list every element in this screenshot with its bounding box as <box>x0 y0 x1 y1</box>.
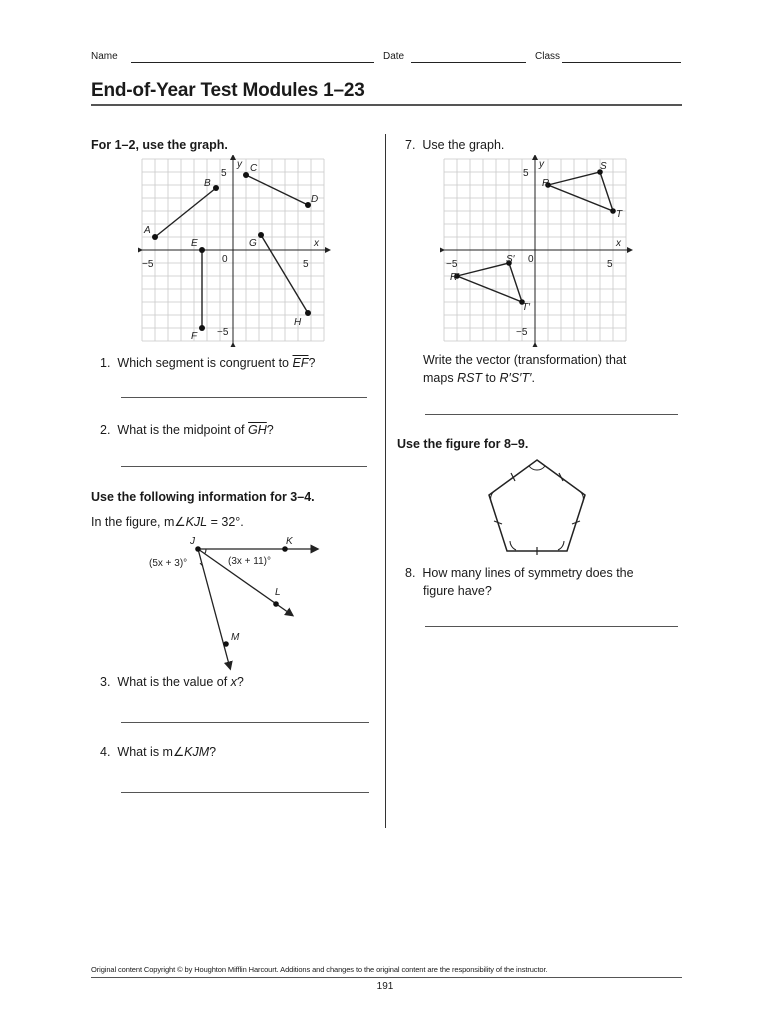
graph1-y-label: y <box>237 159 242 170</box>
name-label: Name <box>91 51 118 62</box>
segment-CD <box>246 175 308 205</box>
section-heading-3-4: Use the following information for 3–4. <box>91 490 315 504</box>
q7-rst: RST <box>457 371 483 385</box>
answer-line-q1[interactable] <box>121 397 367 398</box>
label-R-prime: R′ <box>450 272 460 283</box>
q3-var: x <box>230 675 237 689</box>
ray-JM <box>198 549 230 668</box>
point-B <box>213 185 219 191</box>
label-B: B <box>204 178 211 189</box>
point-A <box>152 234 158 240</box>
question-1 <box>100 356 315 370</box>
graph2-tick-x5: 5 <box>607 259 613 270</box>
title-divider <box>91 104 682 106</box>
point-T <box>610 208 616 214</box>
q7-text: Use the graph. <box>422 138 505 152</box>
q7-prompt-line2 <box>423 371 535 385</box>
header-fields <box>91 49 681 65</box>
question-4 <box>100 744 216 759</box>
q7-prompt-line1: Write the vector (transformation) that <box>423 353 627 367</box>
label-T-prime: T′ <box>522 302 530 313</box>
coordinate-graph-2 <box>440 155 636 347</box>
class-label: Class <box>535 51 561 62</box>
q3-number: 3. <box>100 675 111 689</box>
angle-arc-bottom-left <box>510 541 516 550</box>
question-3 <box>100 675 244 689</box>
question-8-line1 <box>405 566 634 580</box>
q7-to: to <box>485 371 496 385</box>
label-T: T <box>616 209 623 220</box>
graph2-tick-xm5: −5 <box>446 259 458 270</box>
angle-expression-2: (3x + 11)° <box>228 556 271 567</box>
label-R: R <box>542 178 550 189</box>
graph2-x-label: x <box>616 238 621 249</box>
info-value: = 32°. <box>207 515 244 529</box>
q1-number: 1. <box>100 356 111 370</box>
graph2-tick-y5: 5 <box>523 168 529 179</box>
label-C: C <box>250 163 258 174</box>
page-number: 191 <box>376 981 394 992</box>
label-K: K <box>286 536 293 547</box>
footer-divider <box>91 977 682 978</box>
angle-arc-left <box>491 490 496 504</box>
angle-icon: ∠ <box>174 515 186 529</box>
section-heading-1-2: For 1–2, use the graph. <box>91 138 228 152</box>
point-J <box>195 546 201 552</box>
graph2-y-label: y <box>539 159 544 170</box>
q2-segment: $\overline{GH}$ <box>248 423 267 437</box>
graph2-origin: 0 <box>528 254 534 265</box>
label-E: E <box>191 238 198 249</box>
angle-figure <box>140 533 325 673</box>
question-7 <box>405 138 504 152</box>
date-label: Date <box>383 51 405 62</box>
label-M: M <box>231 632 240 643</box>
column-divider <box>385 134 386 828</box>
q7-end: . <box>531 371 535 385</box>
triangle-RST-image <box>457 263 522 302</box>
label-G: G <box>249 238 257 249</box>
page-title: End-of-Year Test Modules 1–23 <box>91 80 365 101</box>
info-prefix: In the figure, m <box>91 515 175 529</box>
angle-arc-top <box>529 466 545 470</box>
regular-pentagon <box>489 460 585 551</box>
class-field[interactable] <box>562 62 681 63</box>
q8-text: How many lines of symmetry does the <box>422 566 634 580</box>
answer-line-q8[interactable] <box>425 626 678 627</box>
q2-number: 2. <box>100 423 111 437</box>
angle-arc-bottom-right <box>558 541 564 550</box>
label-S-prime: S′ <box>506 254 515 265</box>
graph1-origin: 0 <box>222 254 228 265</box>
point-G <box>258 232 264 238</box>
segment-GH <box>261 235 308 313</box>
answer-line-q7[interactable] <box>425 414 678 415</box>
graph1-tick-y5: 5 <box>221 168 227 179</box>
label-A: A <box>144 225 151 236</box>
q4-end: ? <box>209 745 217 759</box>
q1-text: Which segment is congruent to <box>117 356 290 370</box>
q1-end: ? <box>308 356 316 370</box>
graph1-tick-x5: 5 <box>303 259 309 270</box>
q7-rst-prime: R′S′T′ <box>499 371 532 385</box>
q3-end: ? <box>236 675 244 689</box>
point-F <box>199 325 205 331</box>
q3-text: What is the value of <box>117 675 228 689</box>
section-heading-8-9: Use the figure for 8–9. <box>397 437 529 451</box>
answer-line-q4[interactable] <box>121 792 369 793</box>
q4-number: 4. <box>100 745 111 759</box>
question-8-line2: figure have? <box>423 584 492 598</box>
q8-number: 8. <box>405 566 416 580</box>
point-H <box>305 310 311 316</box>
point-C <box>243 172 249 178</box>
point-K <box>282 546 288 552</box>
angle-arc-1 <box>205 549 207 554</box>
label-F: F <box>191 331 198 342</box>
answer-line-q2[interactable] <box>121 466 367 467</box>
graph2-tick-ym5: −5 <box>516 327 528 338</box>
q4-text: What is m <box>117 745 173 759</box>
graph1-x-label: x <box>314 238 319 249</box>
copyright-notice: Original content Copyright © by Houghton Mifflin Harcourt. Additions and changes to the original content are the responsibility of the instructor. <box>91 965 548 974</box>
q4-angle: KJM <box>184 745 210 759</box>
graph1-tick-xm5: −5 <box>142 259 154 270</box>
label-H: H <box>294 317 302 328</box>
q2-end: ? <box>266 423 274 437</box>
q1-segment: $\overline{EF}$ <box>292 356 309 370</box>
pentagon-figure <box>482 455 592 560</box>
angle-icon: ∠ <box>172 745 185 759</box>
label-J: J <box>190 536 195 547</box>
coordinate-graph-1 <box>138 155 334 347</box>
q2-text: What is the midpoint of <box>117 423 245 437</box>
angle-expression-1: (5x + 3)° <box>149 558 188 569</box>
point-M <box>223 641 229 647</box>
q7-number: 7. <box>405 138 416 152</box>
label-L: L <box>275 587 281 598</box>
question-2 <box>100 423 274 437</box>
q7-maps: maps <box>423 371 454 385</box>
angle-arc-right <box>578 490 583 504</box>
point-L <box>273 601 279 607</box>
info-statement <box>91 514 244 529</box>
triangle-RST <box>548 172 613 211</box>
point-E <box>199 247 205 253</box>
answer-line-q3[interactable] <box>121 722 369 723</box>
label-S: S <box>600 161 607 172</box>
date-field[interactable] <box>411 62 526 63</box>
graph1-tick-ym5: −5 <box>217 327 229 338</box>
info-angle: KJL <box>185 515 208 529</box>
label-D: D <box>311 194 319 205</box>
name-field[interactable] <box>131 62 374 63</box>
